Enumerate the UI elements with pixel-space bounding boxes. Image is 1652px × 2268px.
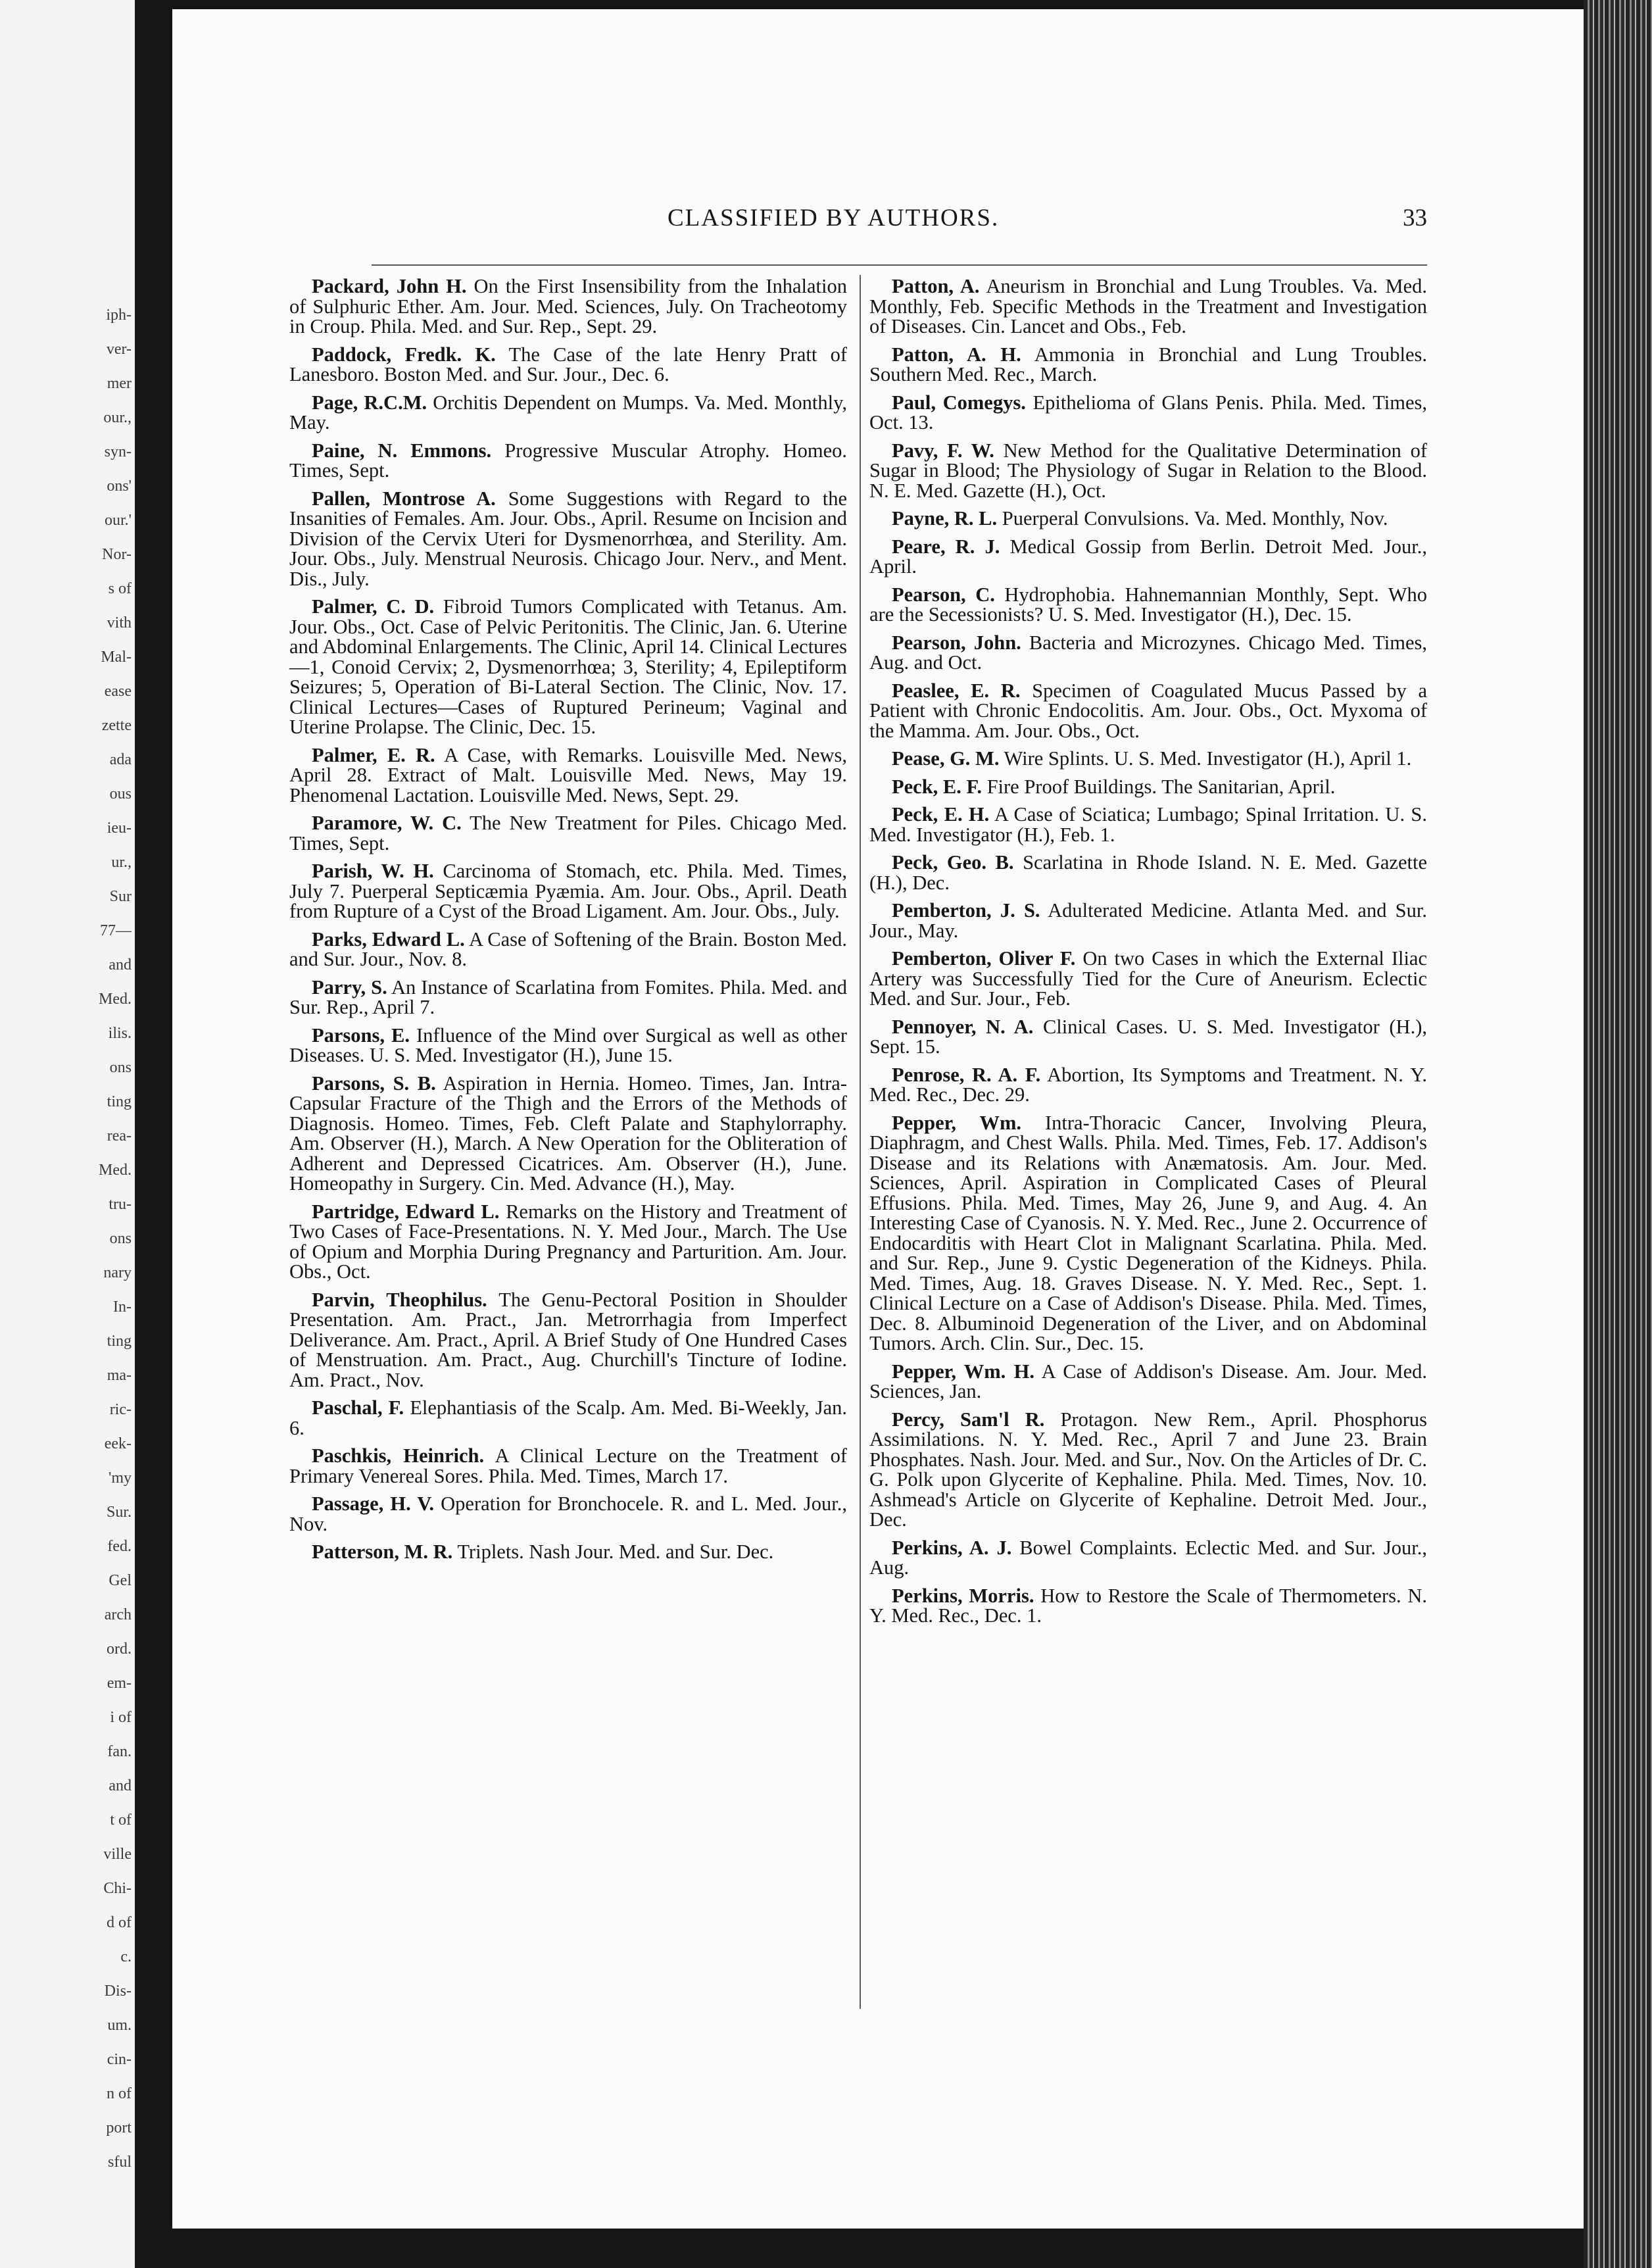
bibliography-entry	[869, 1586, 1427, 1626]
bibliography-entry	[869, 345, 1427, 385]
bibliography-entry	[869, 1362, 1427, 1402]
margin-fragment: ada	[109, 751, 132, 768]
bibliography-entry	[289, 1542, 847, 1562]
margin-fragment: Chi-	[103, 1880, 132, 1897]
bibliography-entry	[869, 681, 1427, 741]
margin-fragment: Gel	[109, 1572, 132, 1589]
entry-text: Abortion, Its Symptoms and Treatment. N. Y. Med. Rec., Dec. 29.	[869, 1063, 1427, 1106]
bibliography-entry	[289, 597, 847, 737]
entry-text: Hydrophobia. Hahnemannian Monthly, Sept. Who are the Secessionists? U. S. Med. Investigator (H.), Dec. 15.	[869, 583, 1427, 626]
entry-text: A Case of Sciatica; Lumbago; Spinal Irritation. U. S. Med. Investigator (H.), Feb. 1.	[869, 803, 1427, 846]
margin-fragment: s of	[108, 580, 132, 597]
margin-fragment: Dis-	[104, 1983, 132, 2000]
bibliography-entry	[289, 393, 847, 433]
entry-text: A Case of Addison's Disease. Am. Jour. Med. Sciences, Jan.	[869, 1360, 1427, 1402]
margin-fragment: d of	[107, 1914, 132, 1931]
bibliography-entry	[289, 1398, 847, 1438]
author-name: Parry, S.	[312, 975, 387, 998]
margin-fragment: ease	[104, 683, 132, 700]
entry-text: Clinical Cases. U. S. Med. Investigator (H.), Sept. 15.	[869, 1015, 1427, 1058]
entry-text: The Genu-Pectoral Position in Shoulder Presentation. Am. Pract., Jan. Metrorrhagia from Imperfect Deliverance. Am. Pract., April. A Brief Study of One Hundred Cases of Menstruation. Am. Pract., Aug. Churchill's Tincture of Iodine. Am. Pract., Nov.	[289, 1288, 847, 1391]
margin-fragment: n of	[107, 2085, 132, 2102]
bibliography-entry	[289, 1494, 847, 1534]
entry-text: Epithelioma of Glans Penis. Phila. Med. Times, Oct. 13.	[869, 391, 1427, 433]
bibliography-entry	[869, 749, 1427, 769]
margin-fragment: ur.,	[111, 854, 132, 871]
bibliography-entry	[869, 1410, 1427, 1530]
bibliography-entry	[869, 852, 1427, 893]
author-name: Paine, N. Emmons.	[312, 439, 492, 462]
margin-fragment: ting	[107, 1093, 132, 1110]
author-name: Parsons, E.	[312, 1023, 410, 1047]
margin-fragment: and	[109, 956, 132, 974]
entry-text: Specimen of Coagulated Mucus Passed by a Patient with Chronic Endocolitis. Am. Jour. Obs., Oct. Myxoma of the Mamma. Am. Jour. Obs., Oct.	[869, 679, 1427, 742]
bibliography-entry	[869, 1113, 1427, 1354]
entry-text: Fire Proof Buildings. The Sanitarian, April.	[986, 775, 1336, 798]
entry-text: An Instance of Scarlatina from Fomites. Phila. Med. and Sur. Rep., April 7.	[289, 975, 847, 1018]
margin-fragment: port	[106, 2119, 132, 2136]
author-name: Partridge, Edward L.	[312, 1200, 500, 1223]
entry-text: Remarks on the History and Treatment of Two Cases of Face-Presentations. N. Y. Med Jour., March. The Use of Opium and Morphia During Pregnancy and Parturition. Am. Jour. Obs., Oct.	[289, 1200, 848, 1283]
entry-text: A Case, with Remarks. Louisville Med. News, April 28. Extract of Malt. Louisville Med. News, May 19. Phenomenal Lactation. Louisville Med. News, Sept. 29.	[289, 743, 848, 806]
author-name: Percy, Sam'l R.	[892, 1408, 1045, 1431]
margin-fragment: arch	[104, 1606, 132, 1623]
author-name: Paddock, Fredk. K.	[312, 343, 496, 366]
author-name: Paschkis, Heinrich.	[312, 1444, 485, 1467]
author-name: Pearson, C.	[892, 583, 995, 606]
margin-fragment: ma-	[107, 1367, 132, 1384]
entry-text: Progressive Muscular Atrophy. Homeo. Times, Sept.	[289, 439, 847, 481]
margin-fragment: nary	[103, 1264, 132, 1281]
bibliography-entry	[289, 861, 847, 922]
author-name: Patton, A.	[892, 275, 980, 297]
entry-text: Scarlatina in Rhode Island. N. E. Med. Gazette (H.), Dec.	[869, 851, 1427, 894]
entry-text: Operation for Bronchocele. R. and L. Med. Jour., Nov.	[289, 1492, 848, 1535]
margin-fragment: um.	[107, 2017, 132, 2034]
margin-fragment: cin-	[107, 2051, 132, 2068]
bibliography-entry	[289, 929, 847, 970]
bibliography-entry	[869, 393, 1427, 433]
bibliography-entry	[869, 777, 1427, 797]
margin-fragment: ord.	[107, 1640, 132, 1658]
bibliography-entry	[869, 1065, 1427, 1105]
margin-fragment: eek-	[104, 1435, 132, 1452]
author-name: Peck, E. H.	[892, 803, 990, 826]
author-name: Peck, E. F.	[892, 775, 982, 798]
margin-fragment: tru-	[109, 1196, 132, 1213]
bibliography-entry	[289, 1025, 847, 1066]
author-name: Packard, John H.	[312, 275, 467, 297]
margin-fragment: 'my	[109, 1469, 132, 1487]
author-name: Payne, R. L.	[892, 507, 998, 530]
column-divider	[860, 275, 861, 2009]
header-rule	[372, 264, 1427, 266]
page-number: 33	[1403, 205, 1427, 232]
bibliography-entry	[289, 441, 847, 481]
bibliography-entry	[869, 585, 1427, 625]
author-name: Pepper, Wm. H.	[892, 1360, 1034, 1383]
author-name: Pease, G. M.	[892, 747, 1000, 770]
bibliography-entry	[869, 633, 1427, 673]
margin-fragment: zette	[101, 717, 132, 734]
author-name: Parish, W. H.	[312, 860, 434, 882]
margin-fragment: vith	[107, 614, 132, 631]
margin-fragment: syn-	[104, 443, 132, 460]
entry-text: Carcinoma of Stomach, etc. Phila. Med. Times, July 7. Puerperal Septicæmia Pyæmia. Am. Jour. Obs., April. Death from Rupture of a Cyst of the Broad Ligament. Am. Jour. Obs., July.	[289, 860, 847, 922]
author-name: Pallen, Montrose A.	[312, 487, 496, 510]
author-name: Perkins, Morris.	[892, 1584, 1034, 1607]
bibliography-entry	[869, 276, 1427, 337]
author-name: Parvin, Theophilus.	[312, 1288, 487, 1311]
margin-fragment: 77—	[100, 922, 132, 939]
author-name: Parsons, S. B.	[312, 1072, 436, 1095]
margin-fragment: c.	[120, 1948, 132, 1965]
right-column	[869, 276, 1427, 1634]
bibliography-entry	[289, 1290, 847, 1391]
entry-text: The New Treatment for Piles. Chicago Med. Times, Sept.	[289, 812, 847, 854]
entry-text: Bowel Complaints. Eclectic Med. and Sur. Jour., Aug.	[869, 1536, 1428, 1579]
margin-fragment: t of	[110, 1812, 132, 1829]
bibliography-entry	[869, 804, 1427, 845]
entry-text: Triplets. Nash Jour. Med. and Sur. Dec.	[457, 1541, 774, 1563]
author-name: Perkins, A. J.	[892, 1536, 1012, 1559]
author-name: Pennoyer, N. A.	[892, 1015, 1034, 1038]
margin-fragment: In-	[113, 1298, 132, 1316]
bibliography-entry	[869, 1538, 1427, 1578]
margin-fragment: our.'	[105, 512, 132, 529]
bibliography-entry	[289, 489, 847, 589]
author-name: Pemberton, Oliver F.	[892, 947, 1076, 970]
margin-fragment: fed.	[107, 1538, 132, 1555]
margin-fragment: iph-	[106, 307, 132, 324]
margin-fragment: ting	[107, 1333, 132, 1350]
margin-fragment: sful	[108, 2154, 132, 2171]
entry-text: Aspiration in Hernia. Homeo. Times, Jan. Intra-Capsular Fracture of the Thigh and the Errors of the Methods of Diagnosis. Homeo. Times, Feb. Cleft Palate and Staphylorraphy. Am. Observer (H.), March. A New Operation for the Obliteration of Adherent and Depressed Cicatrices. Am. Observer (H.), June. Homeopathy in Surgery. Cin. Med. Advance (H.), May.	[289, 1072, 847, 1195]
entry-text: Medical Gossip from Berlin. Detroit Med. Jour., April.	[869, 535, 1428, 578]
bibliography-entry	[289, 345, 847, 385]
margin-fragment: and	[109, 1777, 132, 1794]
author-name: Patterson, M. R.	[312, 1541, 453, 1563]
bibliography-entry	[289, 813, 847, 853]
entry-text: A Case of Softening of the Brain. Boston Med. and Sur. Jour., Nov. 8.	[289, 927, 847, 970]
author-name: Penrose, R. A. F.	[892, 1063, 1041, 1086]
margin-fragment: Nor-	[102, 546, 132, 563]
entry-text: Bacteria and Microzynes. Chicago Med. Times, Aug. and Oct.	[869, 631, 1428, 674]
margin-fragment: ric-	[109, 1401, 132, 1418]
book-edge	[1584, 0, 1652, 2268]
margin-fragment: ons'	[107, 478, 132, 495]
author-name: Paramore, W. C.	[312, 812, 462, 834]
margin-fragment: ville	[103, 1846, 132, 1863]
bibliography-entry	[869, 537, 1427, 577]
running-title: CLASSIFIED BY AUTHORS.	[668, 205, 1000, 232]
margin-fragment: ver-	[106, 341, 132, 358]
margin-fragment: ons	[109, 1230, 132, 1247]
adjacent-page-margin	[0, 0, 135, 2268]
author-name: Peck, Geo. B.	[892, 851, 1014, 874]
author-name: Passage, H. V.	[312, 1492, 435, 1515]
left-column	[289, 276, 847, 1570]
bibliography-entry	[289, 1073, 847, 1194]
margin-fragment: Sur.	[106, 1504, 132, 1521]
entry-text: Protagon. New Rem., April. Phosphorus Assimilations. N. Y. Med. Rec., April 7 and June 23. Brain Phosphates. Nash. Jour. Med. and Sur., Nov. On the Articles of Dr. C. G. Polk upon Glycerite of Kephaline. Phila. Med. Times, Nov. 10. Ashmead's Article on Glycerite of Kephaline. Detroit Med. Jour., Dec.	[869, 1408, 1427, 1531]
bibliography-entry	[289, 1446, 847, 1486]
margin-fragment: Mal-	[101, 649, 132, 666]
author-name: Palmer, E. R.	[312, 743, 435, 766]
entry-text: Puerperal Convulsions. Va. Med. Monthly, Nov.	[1002, 507, 1388, 530]
margin-fragment: Sur	[109, 888, 132, 905]
bibliography-entry	[289, 1202, 847, 1282]
bibliography-entry	[869, 900, 1427, 941]
margin-fragment: fan.	[107, 1743, 132, 1760]
entry-text: A Clinical Lecture on the Treatment of Primary Venereal Sores. Phila. Med. Times, March 17.	[289, 1444, 847, 1487]
margin-fragment: i of	[110, 1709, 132, 1726]
entry-text: New Method for the Qualitative Determination of Sugar in Blood; The Physiology of Sugar in Relation to the Blood. N. E. Med. Gazette (H.), Oct.	[869, 439, 1428, 502]
margin-fragment: our.,	[103, 409, 132, 426]
entry-text: Wire Splints. U. S. Med. Investigator (H.), April 1.	[1004, 747, 1412, 770]
entry-text: How to Restore the Scale of Thermometers. N. Y. Med. Rec., Dec. 1.	[869, 1584, 1428, 1627]
author-name: Parks, Edward L.	[312, 927, 465, 950]
entry-text: Intra-Thoracic Cancer, Involving Pleura, Diaphragm, and Chest Walls. Phila. Med. Times, Feb. 17. Addison's Disease and its Relations with Anæmatosis. Am. Jour. Med. Sciences, April. Aspiration in Complicated Cases of Pleural Effusions. Phila. Med. Times, May 26, June 9, and Aug. 4. An Interesting Case of Cyanosis. N. Y. Med. Rec., June 2. Occurrence of Endocarditis with Heart Clot in Malignant Scarlatina. Phila. Med. and Sur. Rep., June 9. Cystic Degeneration of the Kidneys. Phila. Med. Times, Aug. 18. Graves Disease. N. Y. Med. Rec., Sept. 1. Clinical Lecture on a Case of Addison's Disease. Phila. Med. Times, Dec. 8. Albuminoid Degeneration of the Liver, and on Abdominal Tumors. Arch. Clin. Sur., Dec. 15.	[869, 1111, 1427, 1354]
margin-fragment: ilis.	[108, 1025, 132, 1042]
bibliography-entry	[869, 508, 1427, 529]
entry-text: Influence of the Mind over Surgical as well as other Diseases. U. S. Med. Investigator (H.), June 15.	[289, 1023, 847, 1066]
margin-fragment: ons	[109, 1059, 132, 1076]
entry-text: Orchitis Dependent on Mumps. Va. Med. Monthly, May.	[289, 391, 848, 433]
entry-text: The Case of the late Henry Pratt of Lanesboro. Boston Med. and Sur. Jour., Dec. 6.	[289, 343, 847, 385]
entry-text: On the First Insensibility from the Inhalation of Sulphuric Ether. Am. Jour. Med. Sciences, July. On Tracheotomy in Croup. Phila. Med. and Sur. Rep., Sept. 29.	[289, 275, 847, 337]
bibliography-entry	[869, 1017, 1427, 1057]
author-name: Pemberton, J. S.	[892, 899, 1040, 922]
entry-text: On two Cases in which the External Iliac Artery was Successfully Tied for the Cure of Aneurism. Eclectic Med. and Sur. Jour., Feb.	[869, 947, 1428, 1010]
entry-text: Adulterated Medicine. Atlanta Med. and Sur. Jour., May.	[869, 899, 1427, 942]
author-name: Pepper, Wm.	[892, 1111, 1021, 1134]
author-name: Peaslee, E. R.	[892, 679, 1021, 702]
bibliography-entry	[289, 745, 847, 806]
bibliography-entry	[289, 276, 847, 337]
author-name: Paul, Comegys.	[892, 391, 1026, 414]
margin-fragment: Med.	[99, 1162, 132, 1179]
margin-fragment: mer	[107, 375, 132, 392]
bibliography-entry	[869, 441, 1427, 501]
running-header	[178, 204, 1427, 243]
author-name: Pavy, F. W.	[892, 439, 994, 462]
margin-fragment: ieu-	[107, 820, 132, 837]
author-name: Patton, A. H.	[892, 343, 1021, 366]
entry-text: Ammonia in Bronchial and Lung Troubles. Southern Med. Rec., March.	[869, 343, 1427, 385]
entry-text: Fibroid Tumors Complicated with Tetanus. Am. Jour. Obs., Oct. Case of Pelvic Peritonitis. The Clinic, Jan. 6. Uterine and Abdominal Enlargements. The Clinic, April 14. Clinical Lectures—1, Conoid Cervix; 2, Dysmenorrhœa; 3, Sterility; 4, Epileptiform Seizures; 5, Operation of Bi-Lateral Section. The Clinic, Nov. 17. Clinical Lectures—Cases of Ruptured Perineum; Vaginal and Uterine Prolapse. The Clinic, Dec. 15.	[289, 595, 847, 738]
margin-fragment: Med.	[99, 991, 132, 1008]
entry-text: Aneurism in Bronchial and Lung Troubles. Va. Med. Monthly, Feb. Specific Methods in the Treatment and Investigation of Diseases. Cin. Lancet and Obs., Feb.	[869, 275, 1427, 337]
entry-text: Some Suggestions with Regard to the Insanities of Females. Am. Jour. Obs., April. Resume on Incision and Division of the Cervix Uteri for Dysmenorrhœa, and Sterility. Am. Jour. Obs., July. Menstrual Neurosis. Chicago Jour. Nerv., and Ment. Dis., July.	[289, 487, 847, 590]
entry-text: Elephantiasis of the Scalp. Am. Med. Bi-Weekly, Jan. 6.	[289, 1396, 848, 1439]
author-name: Pearson, John.	[892, 631, 1021, 654]
author-name: Paschal, F.	[312, 1396, 404, 1419]
margin-fragment: em-	[107, 1675, 132, 1692]
margin-fragment: ous	[109, 785, 132, 802]
author-name: Page, R.C.M.	[312, 391, 427, 414]
author-name: Palmer, C. D.	[312, 595, 435, 618]
bibliography-entry	[869, 949, 1427, 1009]
author-name: Peare, R. J.	[892, 535, 1000, 558]
margin-fragment: rea-	[107, 1127, 132, 1145]
bibliography-entry	[289, 977, 847, 1018]
